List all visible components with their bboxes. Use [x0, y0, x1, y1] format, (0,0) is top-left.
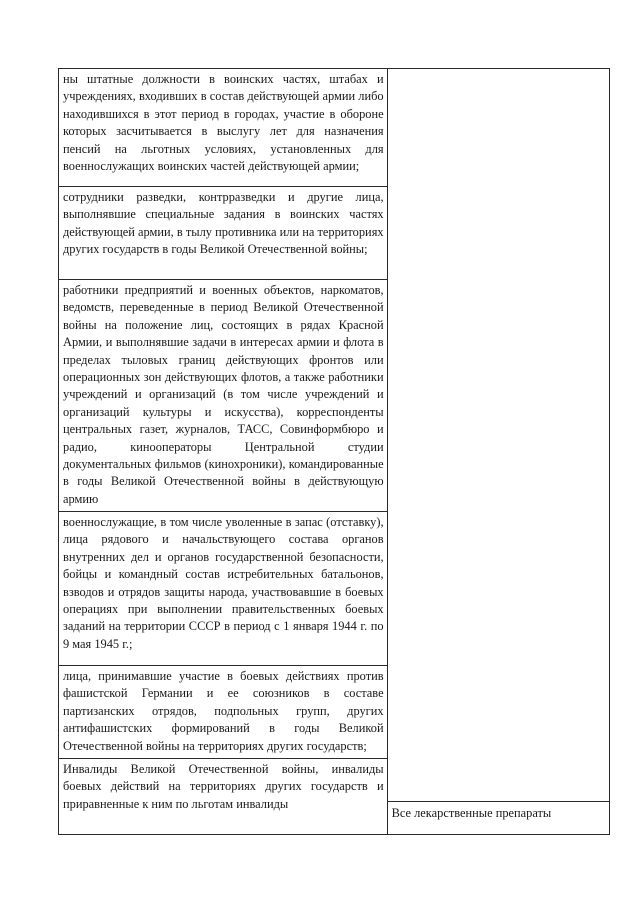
- category-text: военнослужащие, в том числе уволенные в запас (отставку), лица рядового и начальствующего состава органов внутренних дел и органов государственной безопасности, бойцы и командный состав истребительных батальонов, взводов и отрядов защиты народа, участвовавшие в боевых операциях при выполнении правительственных боевых заданий на территории СССР в период с 1 января 1944 г. по 9 мая 1945 г.;: [63, 515, 384, 651]
- category-block: [59, 512, 387, 666]
- category-block: [59, 759, 387, 819]
- category-text: Инвалиды Великой Отечественной войны, инвалиды боевых действий на территориях других государств и приравненные к ним по льготам инвалиды: [63, 762, 384, 811]
- category-block: [59, 187, 387, 280]
- benefit-column: [387, 69, 609, 835]
- category-block: [59, 280, 387, 512]
- category-block: [59, 666, 387, 759]
- table-row: [59, 69, 610, 835]
- category-text: ны штатные должности в воинских частях, штабах и учреждениях, входивших в состав действующей армии либо находившихся в этот период в городах, участие в обороне которых засчитывается в выслугу лет для назначения пенсий на льготных условиях, установленных для военнослужащих воинских частей действующей армии;: [63, 72, 384, 174]
- benefit-text: Все лекарственные препараты: [391, 806, 552, 820]
- category-block: [59, 69, 387, 187]
- category-column: [59, 69, 388, 835]
- category-text: лица, принимавшие участие в боевых действиях против фашистской Германии и ее союзников в составе партизанских отрядов, подпольных групп, других антифашистских формирований в годы Великой Отечественной войны на территориях других государств;: [63, 669, 384, 753]
- empty-benefit-cell: [388, 69, 609, 802]
- benefits-table: [58, 68, 610, 835]
- category-text: сотрудники разведки, контрразведки и другие лица, выполнявшие специальные задания в воинских частях действующей армии, в тылу противника или на территориях других государств в годы Великой Отечественной войны;: [63, 190, 384, 257]
- category-text: работники предприятий и военных объектов, наркоматов, ведомств, переведенные в период Великой Отечественной войны на положение лиц, состоящих в рядах Красной Армии, и выполнявшие задачи в интересах армии и флота в пределах тыловых границ действующих фронтов или операционных зон действующих флотов, а также работники учреждений и организаций (в том числе учреждений и организаций культуры и искусства), корреспонденты центральных газет, журналов, ТАСС, Совинформбюро и радио, кинооператоры Центральной студии документальных фильмов (кинохроники), командированные в годы Великой Отечественной войны в действующую армию: [63, 283, 384, 506]
